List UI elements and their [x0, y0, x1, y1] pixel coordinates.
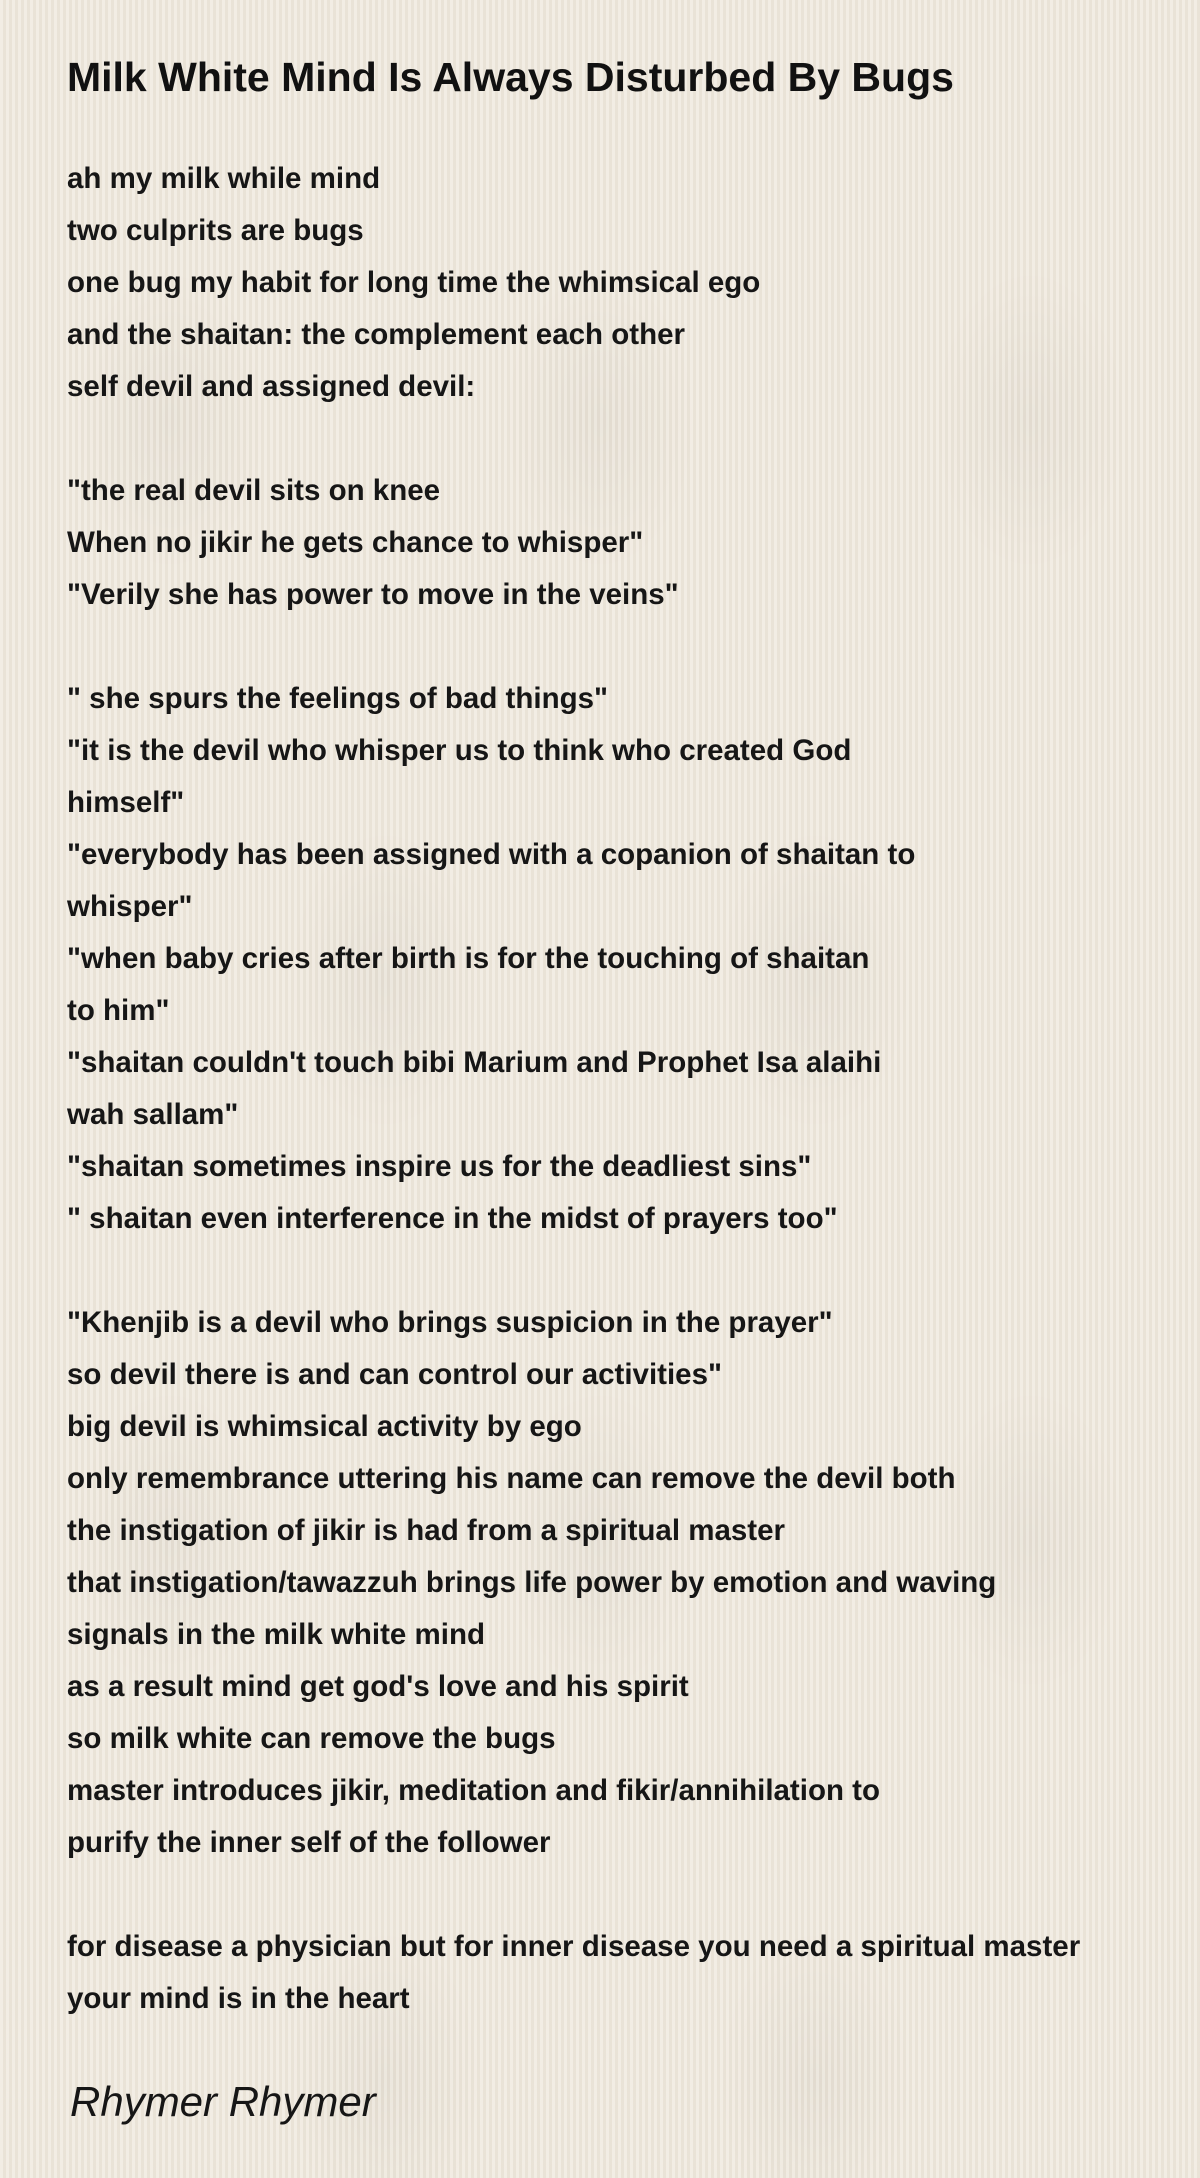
poem-page	[67, 52, 1192, 2077]
poem-line: and the shaitan: the complement each other	[67, 318, 685, 351]
poem-line: "shaitan couldn't touch bibi Marium and Prophet Isa alaihi	[67, 1046, 882, 1079]
poem-title: Milk White Mind Is Always Disturbed By Bugs	[67, 54, 954, 100]
stanza-4	[67, 1297, 1192, 1869]
poem-line: so milk white can remove the bugs	[67, 1722, 556, 1755]
poem-line: as a result mind get god's love and his spirit	[67, 1670, 689, 1703]
poem-line: big devil is whimsical activity by ego	[67, 1410, 582, 1443]
poem-line: "everybody has been assigned with a copanion of shaitan to	[67, 838, 916, 871]
stanza-1	[67, 153, 1192, 413]
poem-line: only remembrance uttering his name can remove the devil both	[67, 1462, 956, 1495]
poem-line: "when baby cries after birth is for the touching of shaitan	[67, 942, 870, 975]
poem-line: "Khenjib is a devil who brings suspicion in the prayer"	[67, 1306, 833, 1339]
poem-body	[67, 153, 1192, 2025]
poem-line: whisper"	[67, 890, 193, 923]
poem-line: " shaitan even interference in the midst of prayers too"	[67, 1202, 838, 1235]
poem-line: the instigation of jikir is had from a spiritual master	[67, 1514, 785, 1547]
poem-line: " she spurs the feelings of bad things"	[67, 682, 609, 715]
stanza-2	[67, 465, 1192, 621]
poem-line: When no jikir he gets chance to whisper"	[67, 526, 644, 559]
poem-line: one bug my habit for long time the whimsical ego	[67, 266, 761, 299]
poem-line: ah my milk while mind	[67, 162, 381, 195]
poem-author: Rhymer Rhymer	[70, 2078, 376, 2125]
poem-line: "shaitan sometimes inspire us for the deadliest sins"	[67, 1150, 812, 1183]
poem-line: your mind is in the heart	[67, 1982, 410, 2015]
poem-line: "Verily she has power to move in the veins"	[67, 578, 679, 611]
poem-line: master introduces jikir, meditation and fikir/annihilation to	[67, 1774, 881, 1807]
poem-line: "the real devil sits on knee	[67, 474, 441, 507]
poem-line: two culprits are bugs	[67, 214, 364, 247]
poem-line: "it is the devil who whisper us to think who created God	[67, 734, 852, 767]
poem-line: wah sallam"	[67, 1098, 239, 1131]
poem-line: signals in the milk white mind	[67, 1618, 485, 1651]
stanza-5	[67, 1921, 1192, 2025]
poem-line: for disease a physician but for inner disease you need a spiritual master	[67, 1930, 1081, 1963]
poem-line: purify the inner self of the follower	[67, 1826, 551, 1859]
poem-line: so devil there is and can control our activities"	[67, 1358, 722, 1391]
poem-line: self devil and assigned devil:	[67, 370, 476, 403]
poem-line: himself"	[67, 786, 185, 819]
poem-line: to him"	[67, 994, 170, 1027]
stanza-3	[67, 673, 1192, 1245]
poem-line: that instigation/tawazzuh brings life power by emotion and waving	[67, 1566, 997, 1599]
